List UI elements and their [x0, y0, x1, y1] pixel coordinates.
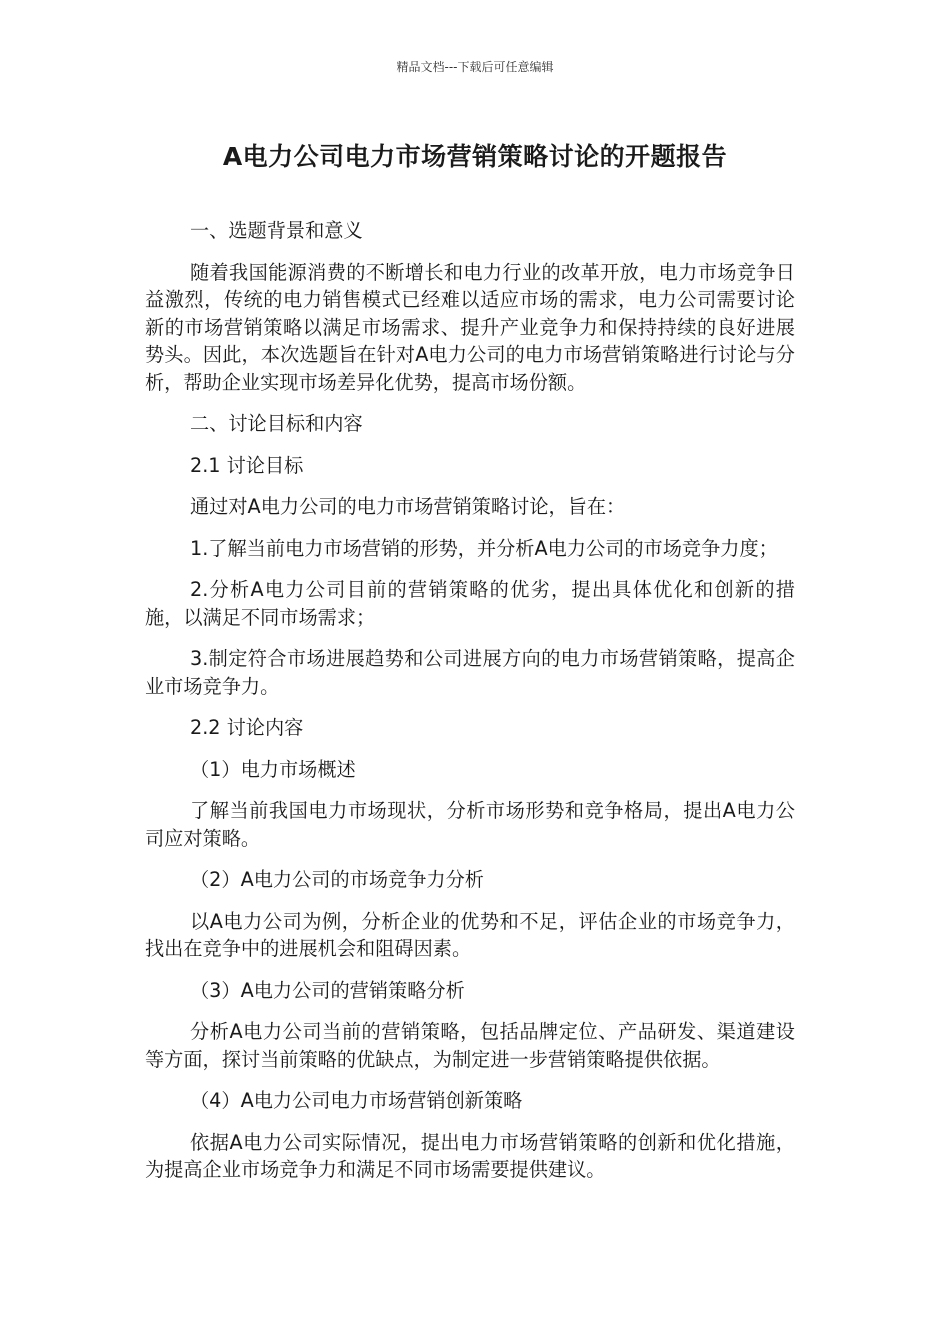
content-heading-2: （2）A电力公司的市场竞争力分析: [190, 868, 484, 891]
document-body: [145, 217, 795, 1198]
document-title: A电力公司电力市场营销策略讨论的开题报告: [222, 142, 728, 171]
content-paragraph-3: 分析A电力公司当前的营销策略，包括品牌定位、产品研发、渠道建设等方面，探讨当前策略的优缺点，为制定进一步营销策略提供依据。: [145, 1020, 795, 1071]
paragraph-goals-intro: 通过对A电力公司的电力市场营销策略讨论，旨在：: [190, 495, 626, 518]
content-paragraph-1: 了解当前我国电力市场现状，分析市场形势和竞争格局，提出A电力公司应对策略。: [145, 799, 795, 850]
goal-item-1: 1.了解当前电力市场营销的形势，并分析A电力公司的市场竞争力度；: [190, 536, 778, 560]
content-heading-4: （4）A电力公司电力市场营销创新策略: [190, 1089, 523, 1112]
header-note: 精品文档---下载后可任意编辑: [396, 60, 554, 74]
paragraph-background: 随着我国能源消费的不断增长和电力行业的改革开放，电力市场竞争日益激烈，传统的电力销售模式已经难以适应市场的需求，电力公司需要讨论新的市场营销策略以满足市场需求、提升产业竞争力和保持持续的良好进展势头。因此，本次选题旨在针对A电力公司的电力市场营销策略进行讨论与分析，帮助企业实现市场差异化优势，提高市场份额。: [145, 260, 795, 394]
content-paragraph-2: 以A电力公司为例，分析企业的优势和不足，评估企业的市场竞争力，找出在竞争中的进展机会和阻碍因素。: [145, 909, 795, 960]
section-heading-background: 一、选题背景和意义: [190, 219, 363, 242]
content-heading-3: （3）A电力公司的营销策略分析: [190, 978, 465, 1002]
goal-item-2: 2.分析A电力公司目前的营销策略的优劣，提出具体优化和创新的措施，以满足不同市场需求；: [145, 578, 795, 629]
subsection-heading-content: 2.2 讨论内容: [190, 716, 304, 739]
content-paragraph-4: 依据A电力公司实际情况，提出电力市场营销策略的创新和优化措施，为提高企业市场竞争力和满足不同市场需要提供建议。: [145, 1130, 795, 1181]
content-heading-1: （1）电力市场概述: [190, 757, 356, 781]
subsection-heading-goals: 2.1 讨论目标: [190, 453, 304, 477]
section-heading-goals-content: 二、讨论目标和内容: [190, 412, 363, 435]
goal-item-3: 3.制定符合市场进展趋势和公司进展方向的电力市场营销策略，提高企业市场竞争力。: [145, 647, 795, 698]
